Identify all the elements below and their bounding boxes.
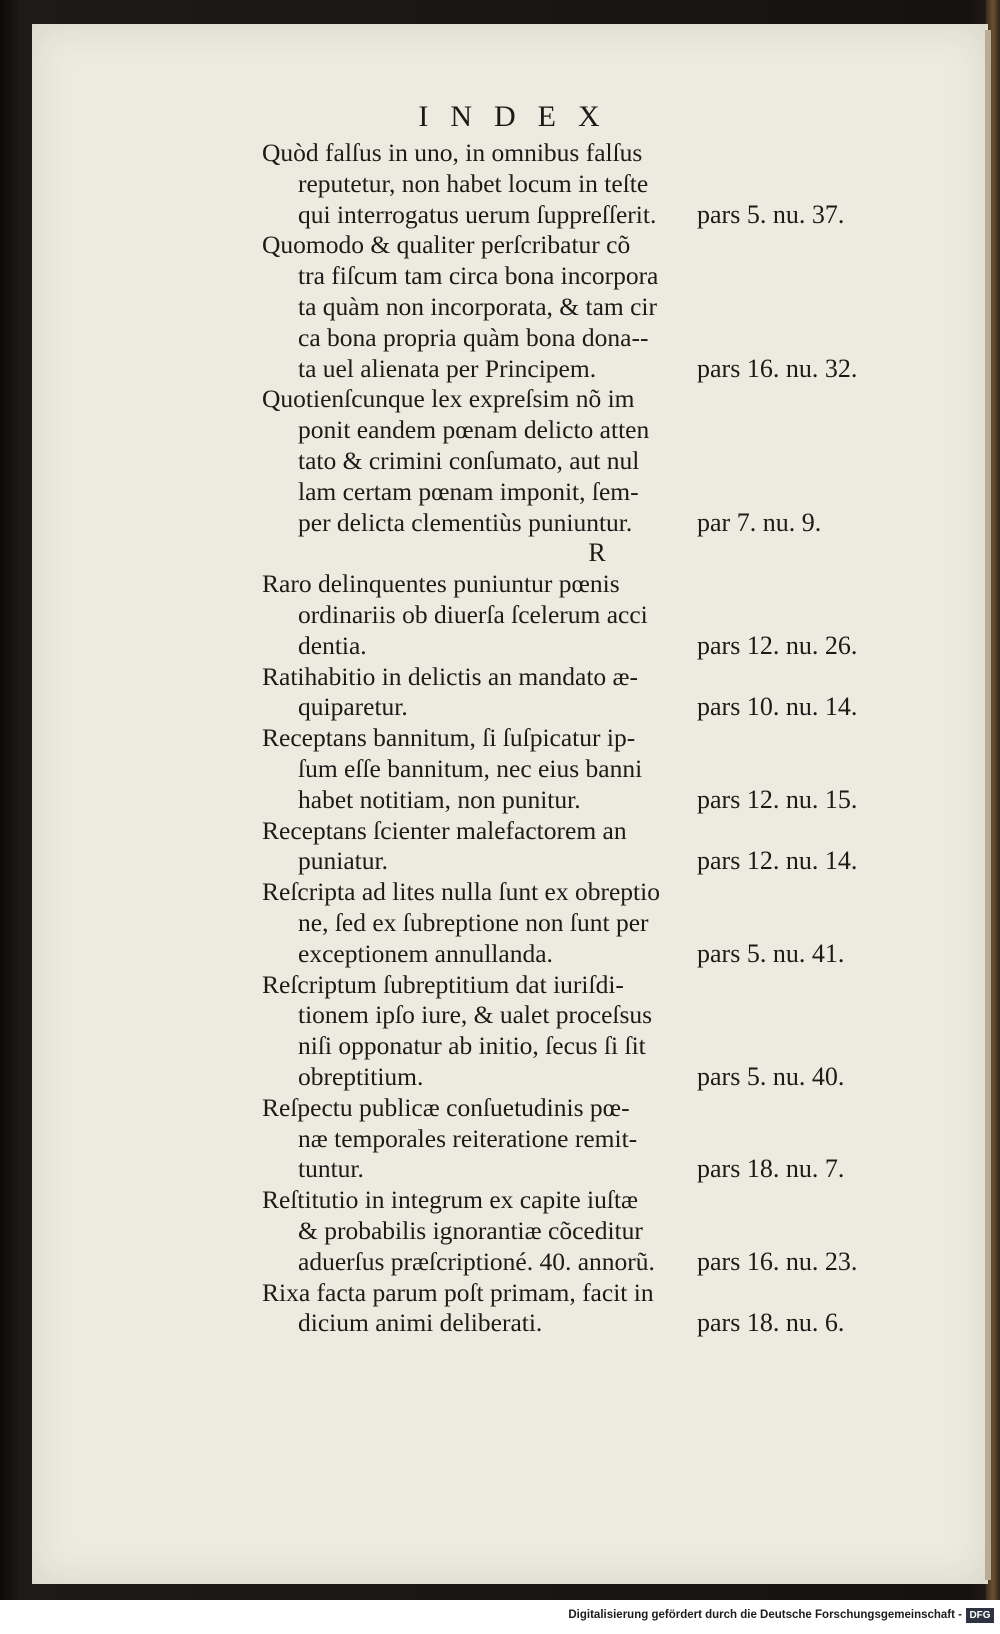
entry-text: tuntur. xyxy=(298,1154,364,1184)
entry-reference: pars 16. nu. 32. xyxy=(697,353,858,383)
entry-text: Rixa facta parum poſt primam, facit in xyxy=(262,1277,654,1307)
entry-text: Reſtitutio in integrum ex capite iuſtæ xyxy=(262,1185,639,1215)
index-entry xyxy=(262,1278,932,1340)
entry-text: Reſcriptum ſubreptitium dat iuriſdi- xyxy=(262,969,624,999)
entry-line xyxy=(262,261,932,292)
entry-line xyxy=(262,1216,932,1247)
entry-line xyxy=(262,816,932,847)
entry-text: Reſpectu publicæ conſuetudinis pœ- xyxy=(262,1092,630,1122)
entry-line xyxy=(262,1154,932,1185)
entry-text: ca bona propria quàm bona dona-- xyxy=(298,322,649,352)
entry-text: Quomodo & qualiter perſcribatur cõ xyxy=(262,230,631,260)
index-entry xyxy=(262,230,932,384)
entry-line xyxy=(262,877,932,908)
entry-text: puniatur. xyxy=(298,846,388,876)
entry-text: habet notitiam, non punitur. xyxy=(298,784,581,814)
digitization-footer xyxy=(0,1600,1000,1634)
entry-line xyxy=(262,354,932,385)
entry-text: ſum eſſe bannitum, nec eius banni xyxy=(298,753,643,783)
entry-text: tionem ipſo iure, & ualet proceſsus xyxy=(298,1000,653,1030)
entry-text: qui interrogatus uerum ſuppreſſerit. xyxy=(298,199,657,229)
entry-reference: pars 18. nu. 7. xyxy=(697,1154,845,1184)
entry-text: Receptans ſcienter malefactorem an xyxy=(262,815,627,845)
entry-line xyxy=(262,1247,932,1278)
entry-text: ordinariis ob diuerſa ſcelerum acci xyxy=(298,599,648,629)
entry-reference: pars 12. nu. 26. xyxy=(697,630,858,660)
index-entry xyxy=(262,138,932,230)
entry-line xyxy=(262,1000,932,1031)
dfg-logo: DFG xyxy=(966,1608,994,1623)
entry-line xyxy=(262,477,932,508)
index-entry xyxy=(262,384,932,538)
index-entry xyxy=(262,569,932,661)
entry-line xyxy=(262,1124,932,1155)
entry-line xyxy=(262,600,932,631)
entry-line xyxy=(262,846,932,877)
entry-reference: pars 5. nu. 37. xyxy=(697,199,845,229)
section-letter: R xyxy=(588,538,606,568)
entry-line xyxy=(262,754,932,785)
entry-line xyxy=(262,323,932,354)
entry-text: quiparetur. xyxy=(298,692,408,722)
entry-text: aduerſus præſcriptioné. 40. annorũ. xyxy=(298,1246,655,1276)
page-edge-shadow xyxy=(985,30,991,1580)
index-entry xyxy=(262,662,932,724)
entry-text: næ temporales reiteratione remit- xyxy=(298,1123,638,1153)
entry-text: lam certam pœnam imponit, ſem- xyxy=(298,476,639,506)
entry-line xyxy=(262,1278,932,1309)
entry-line xyxy=(262,908,932,939)
entry-line xyxy=(262,785,932,816)
entry-text: dicium animi deliberati. xyxy=(298,1308,543,1338)
entry-text: & probabilis ignorantiæ cõceditur xyxy=(298,1215,643,1245)
entry-line xyxy=(262,230,932,261)
entry-line xyxy=(262,384,932,415)
entry-text: Reſcripta ad lites nulla ſunt ex obreptio xyxy=(262,877,660,907)
entry-line xyxy=(262,1031,932,1062)
entry-reference: pars 5. nu. 41. xyxy=(697,938,845,968)
entry-text: tato & crimini conſumato, aut nul xyxy=(298,445,640,475)
entry-line xyxy=(262,692,932,723)
entry-line xyxy=(262,723,932,754)
entry-line xyxy=(262,970,932,1001)
index-entry xyxy=(262,1185,932,1277)
entry-text: ta quàm non incorporata, & tam cir xyxy=(298,291,658,321)
entry-line xyxy=(262,169,932,200)
entry-reference: par 7. nu. 9. xyxy=(697,507,822,537)
entry-text: Quòd falſus in uno, in omnibus falſus xyxy=(262,138,643,167)
entry-text: exceptionem annullanda. xyxy=(298,938,553,968)
entry-text: Raro delinquentes puniuntur pœnis xyxy=(262,569,620,599)
running-head: INDEX xyxy=(418,100,622,133)
entry-line xyxy=(262,1185,932,1216)
entry-line xyxy=(262,1062,932,1093)
entry-line xyxy=(262,569,932,600)
entry-text: ne, ſed ex ſubreptione non ſunt per xyxy=(298,907,649,937)
index-entry xyxy=(262,877,932,969)
entry-line xyxy=(262,1308,932,1339)
entry-text: ta uel alienata per Principem. xyxy=(298,353,597,383)
entry-reference: pars 12. nu. 15. xyxy=(697,784,858,814)
index-entry xyxy=(262,723,932,815)
entry-line xyxy=(262,292,932,323)
entry-line xyxy=(262,631,932,662)
entry-reference: pars 12. nu. 14. xyxy=(697,846,858,876)
entry-reference: pars 18. nu. 6. xyxy=(697,1308,845,1338)
entry-text: Ratihabitio in delictis an mandato æ- xyxy=(262,661,639,691)
entry-text: Quotienſcunque lex expreſsim nõ im xyxy=(262,384,635,414)
entry-text: dentia. xyxy=(298,630,367,660)
entry-reference: pars 5. nu. 40. xyxy=(697,1061,845,1091)
entry-reference: pars 10. nu. 14. xyxy=(697,692,858,722)
entry-line xyxy=(262,508,932,539)
entry-text: niſi opponatur ab initio, ſecus ſi ſit xyxy=(298,1031,646,1061)
entry-line xyxy=(262,939,932,970)
entry-text: Receptans bannitum, ſi ſuſpicatur ip- xyxy=(262,723,636,753)
entry-reference: pars 16. nu. 23. xyxy=(697,1246,858,1276)
entry-text: reputetur, non habet locum in teſte xyxy=(298,168,649,198)
entry-line xyxy=(262,138,932,169)
entry-text: ponit eandem pœnam delicto atten xyxy=(298,415,650,445)
entry-line xyxy=(262,200,932,231)
entry-line xyxy=(262,446,932,477)
entry-line xyxy=(262,1093,932,1124)
index-entry xyxy=(262,816,932,878)
index-entry xyxy=(262,970,932,1093)
entry-text: obreptitium. xyxy=(298,1061,424,1091)
entry-line xyxy=(262,662,932,693)
entry-text: per delicta clementiùs puniuntur. xyxy=(298,507,633,537)
footer-credit: Digitalisierung gefördert durch die Deutsche Forschungsgemeinschaft - xyxy=(568,1609,962,1621)
index-entry xyxy=(262,1093,932,1185)
entry-line xyxy=(262,415,932,446)
entry-text: tra fiſcum tam circa bona incorpora xyxy=(298,261,659,291)
